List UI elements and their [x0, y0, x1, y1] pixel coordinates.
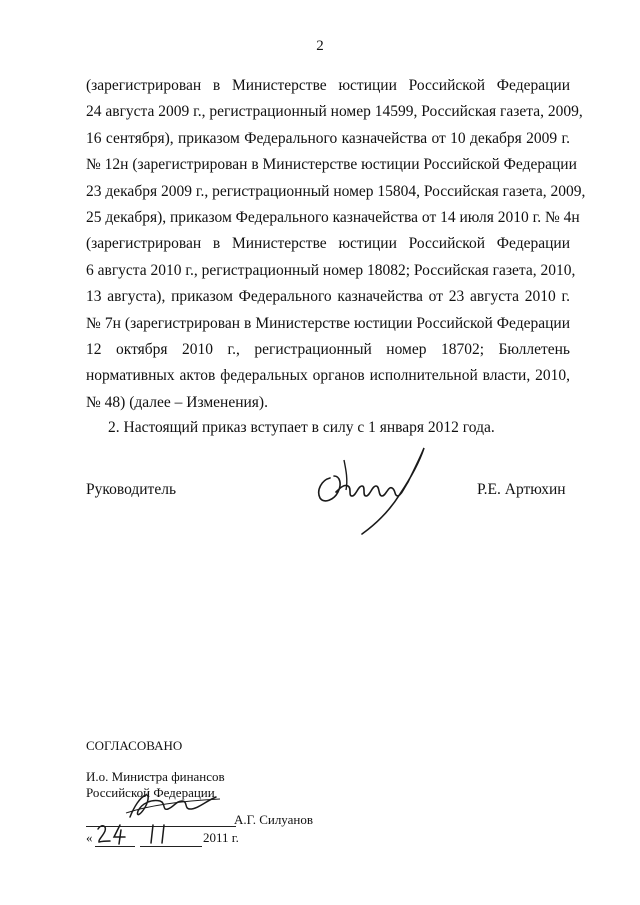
approver-name: А.Г. Силуанов: [234, 812, 313, 827]
body-line: 13 августа), приказом Федерального казначейства от 23 августа 2010 г.: [86, 288, 570, 306]
signatory-name: Р.Е. Артюхин: [477, 481, 566, 498]
date-year: 2011 г.: [203, 830, 239, 845]
paragraph-2: 2. Настоящий приказ вступает в силу с 1 января 2012 года.: [108, 419, 495, 436]
page-number: 2: [316, 38, 324, 54]
body-line: 6 августа 2010 г., регистрационный номер 18082; Российская газета, 2010,: [86, 261, 576, 279]
body-line: (зарегистрирован в Министерстве юстиции Российской Федерации: [86, 235, 570, 253]
approval-date: [86, 830, 93, 846]
approver-position-line1: И.о. Министра финансов: [86, 769, 225, 784]
body-line: нормативных актов федеральных органов исполнительной власти, 2010,: [86, 367, 570, 385]
body-line: 23 декабря 2009 г., регистрационный номер 15804, Российская газета, 2009,: [86, 182, 586, 200]
body-line: 25 декабря), приказом Федерального казначейства от 14 июля 2010 г. № 4н: [86, 209, 580, 226]
body-line: (зарегистрирован в Министерстве юстиции Российской Федерации: [86, 77, 570, 94]
body-line: № 48) (далее – Изменения).: [86, 393, 268, 411]
signature-minister: [120, 787, 230, 827]
approval-heading: СОГЛАСОВАНО: [86, 738, 183, 753]
body-line: 24 августа 2009 г., регистрационный номер 14599, Российская газета, 2009,: [86, 103, 583, 121]
signatory-title: Руководитель: [86, 481, 177, 498]
body-line: 16 сентября), приказом Федерального казначейства от 10 декабря 2009 г.: [86, 129, 570, 147]
date-month-handwritten: [144, 822, 178, 851]
body-line: 12 октября 2010 г., регистрационный номер 18702; Бюллетень: [86, 341, 570, 358]
signature-main: [300, 440, 430, 540]
body-line: № 7н (зарегистрирован в Министерстве юстиции Российской Федерации: [86, 314, 570, 332]
date-day-handwritten: [95, 822, 129, 851]
approver-position-line2: Российской Федерации: [86, 785, 215, 800]
body-line: № 12н (зарегистрирован в Министерстве юстиции Российской Федерации: [86, 156, 577, 174]
date-open-quote: «: [86, 830, 93, 845]
